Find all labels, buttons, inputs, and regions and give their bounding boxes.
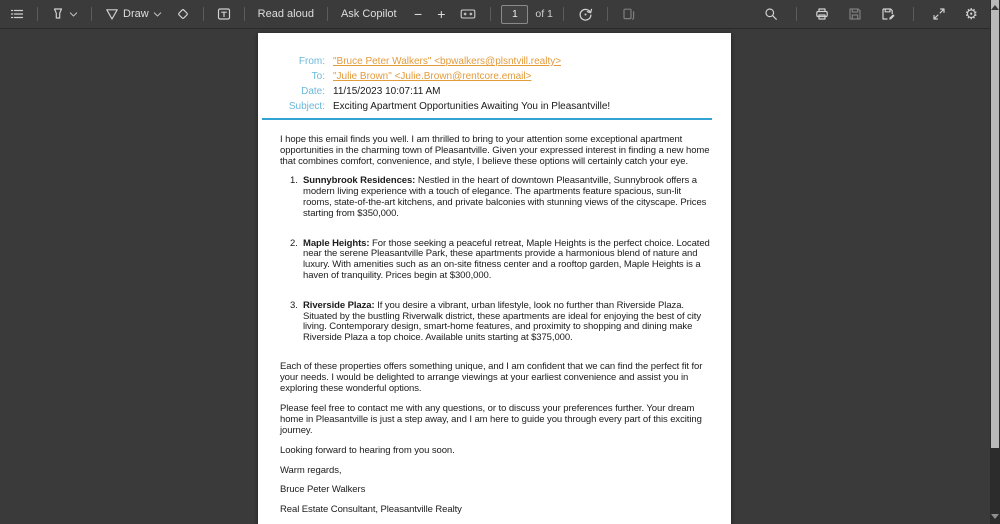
read-aloud-label: Read aloud: [257, 8, 314, 20]
email-body: [258, 120, 731, 516]
subject-value: Exciting Apartment Opportunities Awaiting You in Pleasantville!: [333, 101, 611, 112]
fit-to-width-icon: [460, 7, 476, 21]
chevron-down-icon: [153, 10, 162, 19]
read-aloud-button[interactable]: [254, 5, 318, 23]
draw-button[interactable]: [101, 4, 166, 24]
toolbar-separator: [490, 7, 491, 21]
page-view-button[interactable]: [618, 4, 640, 24]
page-number-input[interactable]: [501, 5, 528, 24]
list-item-number: 3.: [290, 299, 298, 311]
toolbar-separator: [563, 7, 564, 21]
chevron-down-icon: [69, 10, 78, 19]
save-as-button[interactable]: [877, 4, 899, 24]
highlighter-icon: [51, 7, 65, 21]
subject-label: Subject:: [288, 101, 325, 112]
closing-paragraph: Each of these properties offers something unique, and I am confident that we can find the perfect fit for your needs. I would be delighted to arrange viewings at your earliest convenience and assist you in exploring these wonderful options.: [280, 360, 703, 394]
list-item-text: Sunnybrook Residences: Nestled in the heart of downtown Pleasantville, Sunnybrook offers a modern living experience with a touch of elegance. The apartments feature spacious, sun-lit rooms, state-of-the-art kitchens, and private balconies with stunning views of the cityscape. Prices starting from $350,000.: [303, 175, 707, 219]
page-view-icon: [622, 7, 636, 21]
ask-copilot-button[interactable]: [337, 5, 401, 23]
toolbar-center-group: [410, 0, 640, 28]
closing-paragraph: Looking forward to hearing from you soon.: [280, 444, 455, 456]
highlighter-button[interactable]: [47, 4, 82, 24]
list-item-number: 2.: [290, 237, 298, 249]
fullscreen-button[interactable]: [928, 4, 950, 24]
zoom-out-button[interactable]: [410, 4, 426, 24]
scrollbar-thumb[interactable]: [991, 0, 999, 448]
save-button[interactable]: [844, 4, 866, 24]
toolbar-right-group: [760, 0, 982, 28]
list-item: [280, 301, 711, 344]
list-item: [280, 176, 711, 219]
signoff-line: Warm regards,: [280, 464, 342, 476]
list-item: [280, 239, 711, 282]
add-text-button[interactable]: [213, 4, 235, 24]
print-button[interactable]: [811, 4, 833, 24]
settings-button[interactable]: [961, 4, 982, 25]
rotate-icon: [578, 7, 593, 22]
list-item-text: Riverside Plaza: If you desire a vibrant, urban lifestyle, look no further than Riverside Plaza. Situated by the bustling Riverwalk district, these apartments are ideal for enjoying the best of city living. Contemporary design, smart-home features, and proximity to shopping and dining make Riverside Plaza a top choice. Available units starting at $375,000.: [303, 299, 701, 344]
toolbar-separator: [796, 7, 797, 21]
toolbar-separator: [91, 7, 92, 21]
list-item-number: 1.: [290, 175, 298, 187]
draw-label: Draw: [123, 8, 149, 20]
rotate-button[interactable]: [574, 4, 597, 25]
zoom-in-button[interactable]: [433, 4, 449, 24]
fit-to-width-button[interactable]: [456, 4, 480, 24]
table-of-contents-icon: [10, 7, 24, 21]
list-item-title: Sunnybrook Residences:: [303, 175, 416, 187]
from-address-link[interactable]: "Bruce Peter Walkers" <bpwalkers@plsntvill.realty>: [333, 56, 562, 67]
signature-title: Real Estate Consultant, Pleasantville Realty: [280, 504, 462, 516]
list-item-text: Maple Heights: For those seeking a peaceful retreat, Maple Heights is the perfect choice. Located near the serene Pleasantville Park, these apartments provide a harmonious blend of nature and luxury. With amenities such as an on-site fitness center and a rooftop garden, Maple Heights is a haven of tranquility. Prices begin at $300,000.: [303, 237, 710, 281]
pdf-page: [258, 33, 731, 524]
pdf-viewer-canvas: [0, 29, 990, 524]
search-button[interactable]: [760, 4, 782, 24]
signature-name: Bruce Peter Walkers: [280, 484, 366, 496]
save-as-icon: [881, 7, 895, 21]
list-item-title: Maple Heights:: [303, 237, 370, 249]
toolbar-left-group: [6, 0, 401, 28]
to-address-link[interactable]: "Julie Brown" <Julie.Brown@rentcore.email>: [333, 71, 532, 82]
fullscreen-icon: [932, 7, 946, 21]
print-icon: [815, 7, 829, 21]
pdf-toolbar: [0, 0, 990, 29]
email-header: [258, 54, 731, 114]
page-number-value: 1: [511, 8, 518, 20]
list-item-title: Riverside Plaza:: [303, 299, 375, 311]
intro-paragraph: I hope this email finds you well. I am thrilled to bring to your attention some exceptional apartment opportunities in the charming town of Pleasantville. Given your expressed interest in finding a new home that combines comfort, convenience, and style, I believe these options will certainly catch your eye.: [280, 134, 710, 167]
date-value: 11/15/2023 10:07:11 AM: [333, 86, 441, 97]
zoom-in-icon: +: [437, 6, 446, 22]
save-icon: [848, 7, 862, 21]
scroll-down-icon[interactable]: [991, 514, 999, 519]
eraser-icon: [176, 7, 190, 21]
scroll-up-icon[interactable]: [991, 5, 999, 10]
toolbar-separator: [37, 7, 38, 21]
page-count-label: of 1: [535, 8, 553, 20]
zoom-out-icon: −: [414, 6, 423, 22]
table-of-contents-button[interactable]: [6, 4, 28, 24]
vertical-scrollbar[interactable]: [990, 0, 1000, 524]
toolbar-separator: [244, 7, 245, 21]
ask-copilot-label: Ask Copilot: [340, 8, 397, 20]
settings-gear-icon: ⚙: [964, 4, 978, 23]
closing-paragraph: Please feel free to contact me with any questions, or to discuss your preferences further. Your dream home in Pleasantville is just a step away, and I am here to guide you through every part of this exciting journey.: [280, 403, 702, 436]
eraser-button[interactable]: [172, 4, 194, 24]
toolbar-separator: [203, 7, 204, 21]
from-label: From:: [298, 56, 325, 67]
date-label: Date:: [301, 86, 325, 97]
add-text-icon: [217, 7, 231, 21]
toolbar-separator: [913, 7, 914, 21]
draw-pen-icon: [105, 7, 119, 21]
to-label: To:: [311, 71, 325, 82]
search-icon: [764, 7, 778, 21]
toolbar-separator: [607, 7, 608, 21]
toolbar-separator: [327, 7, 328, 21]
